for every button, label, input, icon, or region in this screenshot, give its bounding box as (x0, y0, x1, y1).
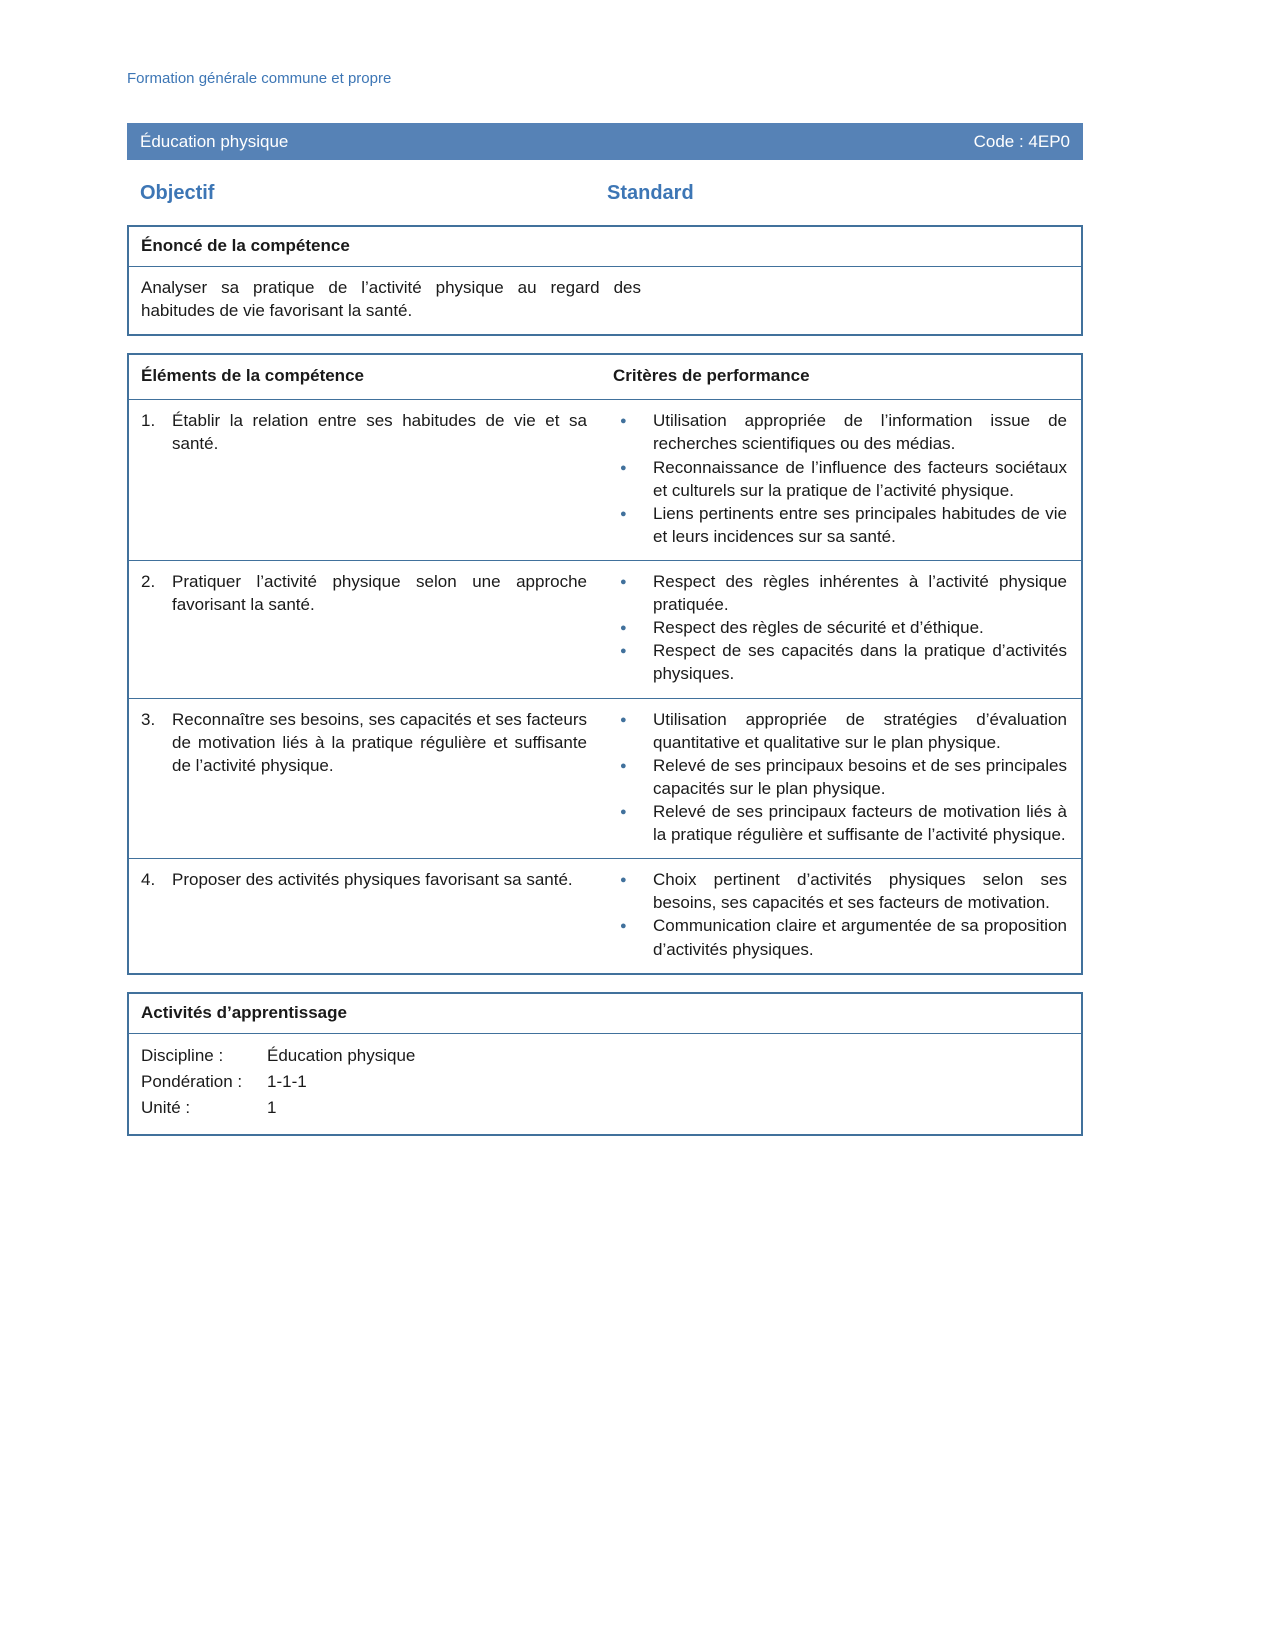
criteria-list (613, 708, 1067, 847)
element-cell (129, 699, 607, 859)
table-row (129, 561, 1081, 699)
element-text: Établir la relation entre ses habitudes de vie et sa santé. (172, 411, 587, 454)
field-label: Discipline : (141, 1045, 224, 1065)
criteria-text: Relevé de ses principaux facteurs de motivation liés à la pratique régulière et suffisante de l’activité physique. (653, 801, 1067, 845)
banner-title: Éducation physique (140, 131, 289, 151)
field-value: 1 (267, 1098, 277, 1118)
criteria-item (613, 754, 1067, 800)
activites-field (141, 1043, 1069, 1069)
criteria-item (613, 708, 1067, 754)
row-number: 3. (141, 709, 156, 729)
criteria-item (613, 409, 1067, 455)
criteria-text: Respect des règles de sécurité et d’éthique. (653, 618, 984, 638)
objectif-heading: Objectif (140, 182, 215, 204)
bullet-icon: ● (620, 415, 627, 428)
elements-header: Éléments de la compétence (141, 366, 364, 386)
field-value: Éducation physique (267, 1045, 416, 1065)
criteria-item (613, 456, 1067, 502)
column-headings (127, 182, 1083, 205)
bullet-icon: ● (620, 920, 627, 933)
enonce-header: Énoncé de la compétence (129, 227, 1081, 267)
bullet-icon: ● (620, 461, 627, 474)
bullet-icon: ● (620, 713, 627, 726)
competence-table (127, 353, 1083, 974)
criteria-item (613, 570, 1067, 616)
element-text: Reconnaître ses besoins, ses capacités et ses facteurs de motivation liés à la pratique régulière et suffisante de l’activité physique. (172, 709, 587, 775)
enonce-body (129, 267, 1081, 334)
activites-header: Activités d’apprentissage (129, 994, 1081, 1034)
criteria-cell (607, 859, 1081, 972)
bullet-icon: ● (620, 805, 627, 818)
table-row (129, 699, 1081, 860)
activites-box (127, 992, 1083, 1136)
criteria-text: Communication claire et argumentée de sa proposition d’activités physiques. (653, 916, 1067, 959)
bullet-icon: ● (620, 874, 627, 887)
breadcrumb: Formation générale commune et propre (127, 70, 392, 87)
section-banner (127, 123, 1083, 160)
criteria-text: Choix pertinent d’activités physiques selon ses besoins, ses capacités et ses facteurs de motivation. (653, 870, 1067, 913)
criteria-list (613, 868, 1067, 960)
bullet-icon: ● (620, 759, 627, 772)
activites-body (129, 1034, 1081, 1134)
field-label: Unité : (141, 1098, 191, 1118)
bullet-icon: ● (620, 645, 627, 658)
criteria-cell (607, 699, 1081, 859)
row-number: 2. (141, 571, 156, 591)
standard-heading: Standard (607, 182, 694, 204)
bullet-icon: ● (620, 575, 627, 588)
criteria-text: Liens pertinents entre ses principales habitudes de vie et leurs incidences sur sa santé. (653, 503, 1067, 546)
element-cell (129, 400, 607, 560)
document-content (127, 0, 1083, 1136)
criteria-text: Utilisation appropriée de l’information issue de recherches scientifiques ou des médias. (653, 411, 1067, 454)
criteria-cell (607, 400, 1081, 560)
criteria-text: Utilisation appropriée de stratégies d’évaluation quantitative et qualitative sur le plan physique. (653, 709, 1067, 752)
criteria-text: Relevé de ses principaux besoins et de ses principales capacités sur le plan physique. (653, 755, 1067, 798)
row-number: 1. (141, 411, 156, 431)
enonce-box (127, 225, 1083, 336)
element-cell (129, 561, 607, 698)
element-text: Pratiquer l’activité physique selon une approche favorisant la santé. (172, 571, 587, 615)
criteria-item (613, 868, 1067, 914)
criteria-item (613, 800, 1067, 846)
activites-field (141, 1069, 1069, 1095)
activites-field (141, 1095, 1069, 1121)
criteria-list (613, 570, 1067, 686)
element-cell (129, 859, 607, 972)
enonce-text: Analyser sa pratique de l’activité physique au regard des habitudes de vie favorisant la santé. (141, 278, 641, 321)
criteria-item (613, 639, 1067, 685)
criteres-header: Critères de performance (613, 366, 810, 386)
element-text: Proposer des activités physiques favorisant sa santé. (172, 870, 573, 890)
criteria-item (613, 502, 1067, 548)
criteria-text: Respect des règles inhérentes à l’activité physique pratiquée. (653, 571, 1067, 615)
table-row (129, 859, 1081, 972)
table-row (129, 400, 1081, 561)
criteria-item (613, 616, 1067, 639)
banner-code: Code : 4EP0 (973, 131, 1070, 151)
criteria-cell (607, 561, 1081, 698)
criteria-text: Respect de ses capacités dans la pratique d’activités physiques. (653, 641, 1067, 684)
bullet-icon: ● (620, 622, 627, 635)
criteria-text: Reconnaissance de l’influence des facteurs sociétaux et culturels sur la pratique de l’activité physique. (653, 457, 1067, 500)
table-header-row (129, 355, 1081, 400)
bullet-icon: ● (620, 507, 627, 520)
criteria-item (613, 914, 1067, 960)
criteria-list (613, 409, 1067, 548)
row-number: 4. (141, 870, 156, 890)
field-label: Pondération : (141, 1071, 243, 1091)
field-value: 1-1-1 (267, 1071, 307, 1091)
